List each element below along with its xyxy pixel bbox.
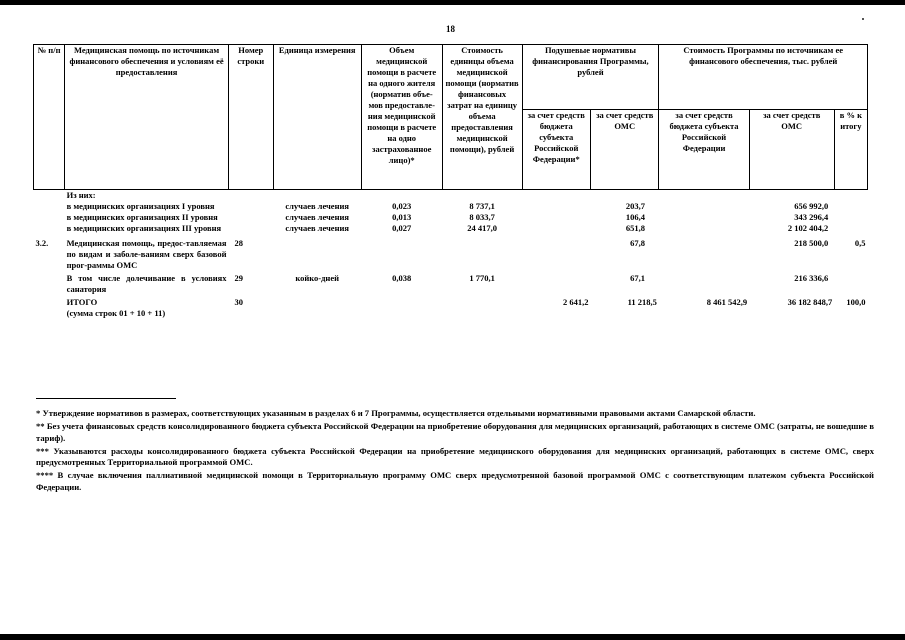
cell-row bbox=[229, 212, 274, 223]
cell-tot-oms: 2 102 404,2 bbox=[787, 223, 829, 233]
total-sum-note: (сумма строк 01 + 10 + 11) bbox=[66, 308, 166, 318]
cell-tot-budget: 8 461 542,9 bbox=[706, 297, 748, 307]
header-row-number: Номер строки bbox=[229, 45, 274, 190]
cell-tot-oms: 343 296,4 bbox=[794, 212, 829, 222]
header-unit-cost: Стоимость единицы объема медицинской помощи (норматив финансовых затрат на единицу объема предоставления медицинской помощи), рублей bbox=[442, 45, 522, 190]
footnote-4: **** В случае включения паллиативной медицинской помощи в Территориальную программу ОМС сверх предусмотренной базовой программой ОМС с соответствующим платежом субъекта Российской Федерации. bbox=[36, 470, 874, 493]
cell-pc-oms: 651,8 bbox=[625, 223, 645, 233]
cell-row bbox=[229, 201, 274, 212]
cell-tot-budget bbox=[659, 223, 749, 234]
cell-label: Медицинская помощь, предос-тавляемая по видам и заболе-ваниям сверх базовой прог-раммы ОМС bbox=[66, 238, 227, 270]
cell-label: В том числе долечивание в условиях санатория bbox=[66, 273, 227, 294]
cell-unit bbox=[273, 295, 361, 319]
header-care: Медицинская помощь по источникам финансового обеспечения и условиям её предоставления bbox=[65, 45, 229, 190]
cell-cost: 8 737,1 bbox=[469, 201, 495, 211]
cell-pc-oms bbox=[590, 190, 658, 202]
cell-pc-budget bbox=[522, 223, 590, 234]
cell-unit: случаев лечения bbox=[285, 201, 349, 211]
cell-pc-budget bbox=[522, 212, 590, 223]
cell-cost bbox=[442, 234, 522, 271]
cell-unit bbox=[273, 234, 361, 271]
cell-label: в медицинских организациях II уровня bbox=[66, 212, 218, 222]
cell-pct bbox=[834, 190, 867, 202]
cell-num bbox=[34, 201, 65, 212]
cell-pc-budget bbox=[522, 190, 590, 202]
total-label: ИТОГО bbox=[66, 297, 98, 307]
page-number: 18 bbox=[446, 24, 455, 34]
cell-row bbox=[229, 223, 274, 234]
cell-pct bbox=[834, 201, 867, 212]
cell-num bbox=[34, 212, 65, 223]
table-row-total bbox=[34, 295, 868, 319]
cell-pc-oms: 11 218,5 bbox=[627, 297, 657, 307]
cell-pc-budget bbox=[522, 271, 590, 295]
header-percapita-oms: за счет средств ОМС bbox=[590, 110, 658, 190]
cell-cost: 24 417,0 bbox=[467, 223, 497, 233]
cell-volume: 0,013 bbox=[392, 212, 412, 222]
header-num: № п/п bbox=[34, 45, 65, 190]
cell-tot-budget bbox=[659, 271, 749, 295]
cell-volume bbox=[361, 295, 442, 319]
cell-tot-oms bbox=[749, 190, 834, 202]
header-program-cost: Стоимость Программы по источникам ее финансового обеспечения, тыс. рублей bbox=[659, 45, 868, 110]
footnote-1: * Утверждение нормативов в размерах, соответствующих указанным в разделах 6 и 7 Программы, осуществляется отдельными нормативными правовыми актами Самарской области. bbox=[36, 408, 756, 418]
financing-table bbox=[33, 44, 868, 319]
cell-cost bbox=[442, 295, 522, 319]
top-border bbox=[0, 0, 905, 5]
cell-label bbox=[65, 295, 229, 319]
header-total-oms: за счет средств ОМС bbox=[749, 110, 834, 190]
cell-unit: койко-дней bbox=[295, 273, 339, 283]
scan-speck bbox=[862, 18, 864, 20]
cell-pct: 0,5 bbox=[854, 238, 866, 248]
cell-pc-oms: 67,1 bbox=[630, 273, 645, 283]
table-row bbox=[34, 212, 868, 223]
table-row bbox=[34, 190, 868, 202]
header-percent: в % к итогу bbox=[834, 110, 867, 190]
table-row bbox=[34, 201, 868, 212]
bottom-border bbox=[0, 634, 905, 640]
cell-volume: 0,027 bbox=[392, 223, 412, 233]
cell-num bbox=[34, 271, 65, 295]
footnote-3: *** Указываются расходы консолидированного бюджета субъекта Российской Федерации на приобретение медицинского оборудования для медицинских организаций, работающих в системе ОМС, сверх предусмотренных Территориальной программой ОМС. bbox=[36, 445, 874, 468]
footnote-2: ** Без учета финансовых средств консолидированного бюджета субъекта Российской Федерации на приобретение оборудования для медицинских организаций, работающих в системе ОМС (затраты, не вошедшие в тариф). bbox=[36, 421, 874, 443]
cell-num bbox=[34, 223, 65, 234]
table-row bbox=[34, 271, 868, 295]
cell-label: в медицинских организациях I уровня bbox=[66, 201, 215, 211]
cell-tot-oms: 656 992,0 bbox=[794, 201, 829, 211]
cell-row: 28 bbox=[234, 238, 243, 248]
cell-volume bbox=[361, 234, 442, 271]
cell-cost: 1 770,1 bbox=[469, 273, 495, 283]
cell-pct bbox=[834, 271, 867, 295]
cell-num: 3.2. bbox=[35, 238, 49, 248]
cell-num bbox=[34, 190, 65, 202]
footnote-divider bbox=[36, 398, 176, 399]
cell-row bbox=[229, 190, 274, 202]
cell-pct bbox=[834, 212, 867, 223]
cell-pc-oms: 203,7 bbox=[625, 201, 645, 211]
cell-pc-oms: 106,4 bbox=[625, 212, 645, 222]
footnotes bbox=[36, 408, 874, 495]
cell-cost: 8 033,7 bbox=[469, 212, 495, 222]
header-total-budget: за счет средств бюджета субъекта Российской Федерации bbox=[659, 110, 749, 190]
cell-pc-budget bbox=[522, 201, 590, 212]
cell-pct bbox=[834, 223, 867, 234]
cell-pc-oms: 67,8 bbox=[630, 238, 645, 248]
cell-label: Из них: bbox=[66, 190, 96, 200]
cell-row: 29 bbox=[234, 273, 243, 283]
cell-row: 30 bbox=[234, 297, 243, 307]
header-volume: Объем медицинской помощи в расчете на одного жителя (норматив объе-мов предоставле-ния медицинской помощи в расчете на одно застрахованное лицо)* bbox=[361, 45, 442, 190]
header-per-capita: Подушевые нормативы финансирования Программы, рублей bbox=[522, 45, 659, 110]
header-unit: Единица измерения bbox=[273, 45, 361, 190]
cell-unit bbox=[273, 190, 361, 202]
table-row bbox=[34, 234, 868, 271]
cell-num bbox=[34, 295, 65, 319]
cell-tot-oms: 216 336,6 bbox=[794, 273, 829, 283]
table-row bbox=[34, 223, 868, 234]
cell-unit: случаев лечения bbox=[285, 212, 349, 222]
cell-tot-budget bbox=[659, 212, 749, 223]
cell-cost bbox=[442, 190, 522, 202]
cell-tot-oms: 218 500,0 bbox=[794, 238, 829, 248]
cell-unit: случаев лечения bbox=[285, 223, 349, 233]
cell-label: в медицинских организациях III уровня bbox=[66, 223, 222, 233]
cell-volume bbox=[361, 190, 442, 202]
cell-pc-budget: 2 641,2 bbox=[562, 297, 589, 307]
cell-tot-budget bbox=[659, 234, 749, 271]
cell-pct: 100,0 bbox=[846, 297, 866, 307]
header-percapita-budget: за счет средств бюджета субъекта Российской Федерации* bbox=[522, 110, 590, 190]
cell-tot-oms: 36 182 848,7 bbox=[787, 297, 833, 307]
cell-tot-budget bbox=[659, 201, 749, 212]
cell-pc-budget bbox=[522, 234, 590, 271]
cell-volume: 0,038 bbox=[392, 273, 412, 283]
cell-volume: 0,023 bbox=[392, 201, 412, 211]
cell-tot-budget bbox=[659, 190, 749, 202]
